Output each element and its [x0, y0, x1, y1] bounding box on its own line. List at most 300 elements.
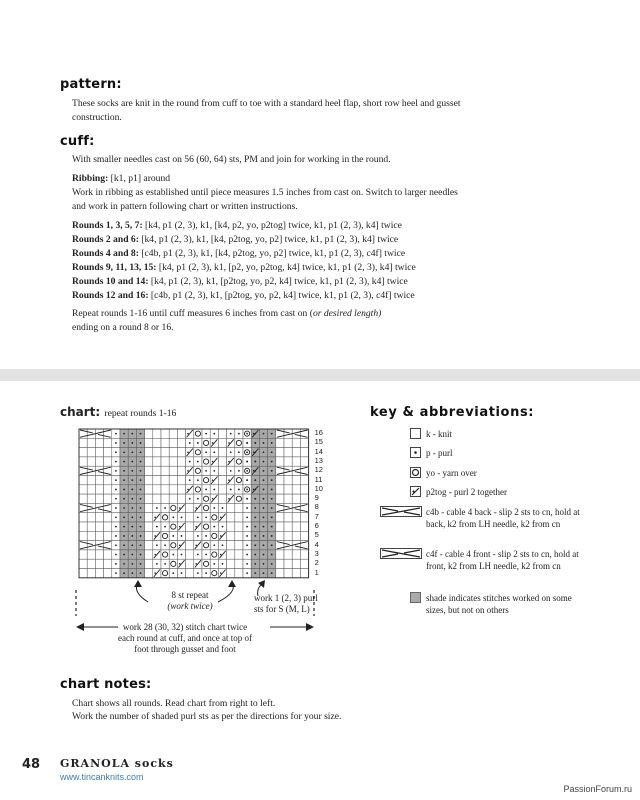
purl-dot [115, 442, 117, 444]
purl-dot [246, 535, 248, 537]
chart-cell [153, 429, 161, 438]
purl-dot [123, 535, 125, 537]
chart-cell [95, 485, 103, 494]
chart-cell [95, 448, 103, 457]
purl-dot [263, 516, 265, 518]
purl-dot [271, 526, 273, 528]
chart-cell [153, 494, 161, 503]
purl-dot [263, 461, 265, 463]
chart-cell [218, 476, 226, 485]
chart-cell [145, 550, 153, 559]
chart-cell [153, 476, 161, 485]
purl-dot [115, 563, 117, 565]
purl-dot [213, 544, 215, 546]
row-number: 13 [314, 455, 323, 465]
chart-cell [104, 531, 112, 540]
chart-cell [235, 531, 243, 540]
chart-cell [177, 448, 185, 457]
purl-dot [140, 470, 142, 472]
chart-cell [227, 559, 235, 568]
purl-sizes: sts for S (M, L) [254, 604, 310, 614]
purl-dot [197, 516, 199, 518]
chart-cell [276, 559, 284, 568]
purl-dot [140, 563, 142, 565]
chart-cell [145, 485, 153, 494]
purl-dot [230, 489, 232, 491]
purl-dot [213, 526, 215, 528]
purl-dot [263, 498, 265, 500]
chart-cell [95, 522, 103, 531]
chart-cell [104, 569, 112, 578]
row-number: 1 [314, 567, 319, 577]
chart-cell [79, 559, 87, 568]
purl-dot [254, 516, 256, 518]
purl-dot [131, 479, 133, 481]
purl-dot [131, 563, 133, 565]
chart-cell [284, 448, 292, 457]
row-number: 9 [314, 493, 319, 503]
chart-cell [218, 485, 226, 494]
chart-cell [169, 457, 177, 466]
chart-cell [145, 438, 153, 447]
purl-dot [172, 572, 174, 574]
chart-cell [276, 485, 284, 494]
purl-dot [246, 526, 248, 528]
purl-dot [123, 507, 125, 509]
purl-dot [271, 563, 273, 565]
chart-cell [145, 429, 153, 438]
purl-dot [115, 572, 117, 574]
chart-cell [300, 569, 308, 578]
chart-cell [235, 541, 243, 550]
repeat-line [72, 307, 472, 321]
chart-cell [227, 522, 235, 531]
key-label: c4b - cable 4 back - slip 2 sts to cn, hold at back, k2 from LH needle, k2 from cn [426, 507, 580, 529]
chart-cell [95, 438, 103, 447]
round-text: [c4b, p1 (2, 3), k1, [p2tog, yo, p2, k4] twice, k1, p1 (2, 3), c4f] twice [148, 290, 415, 301]
purl-dot [197, 554, 199, 556]
chart-cell [186, 541, 194, 550]
chart-cell [218, 448, 226, 457]
chart-cell [300, 522, 308, 531]
chart-cell [284, 559, 292, 568]
chart-cell [292, 522, 300, 531]
round-text: [k4, p1 (2, 3), k1, [k4, p2tog, yo, p2] twice, k1, p1 (2, 3), k4] twice [138, 234, 399, 245]
chart-cell [276, 494, 284, 503]
purl-dot [189, 498, 191, 500]
purl-dot [254, 563, 256, 565]
chart-cell [177, 494, 185, 503]
chart-cell [153, 457, 161, 466]
purl-dot [271, 554, 273, 556]
purl-dot [115, 554, 117, 556]
chart-cell [300, 513, 308, 522]
chart-cell [153, 485, 161, 494]
chart-cell [87, 559, 95, 568]
chart-cell [177, 476, 185, 485]
purl-dot [246, 433, 248, 435]
purl-dot [131, 498, 133, 500]
chart-cell [87, 513, 95, 522]
purl-dot [156, 544, 158, 546]
purl-dot [263, 572, 265, 574]
row-number: 14 [314, 446, 323, 456]
purl-dot [156, 507, 158, 509]
purl-dot [246, 489, 248, 491]
chart-cell [95, 513, 103, 522]
chart-cell [235, 522, 243, 531]
purl-dot [246, 516, 248, 518]
round-label: Rounds 12 and 16: [72, 290, 149, 301]
purl-dot [271, 516, 273, 518]
chart-cell [95, 476, 103, 485]
row-number: 15 [314, 437, 323, 447]
purl-dot [271, 442, 273, 444]
chart-cell [169, 485, 177, 494]
row-number: 7 [314, 511, 319, 521]
purl-dot [205, 433, 207, 435]
chart-cell [218, 494, 226, 503]
watermark: PassionForum.ru [563, 784, 632, 794]
repeat-annotation [150, 590, 230, 612]
chart-cell [145, 448, 153, 457]
chart-cell [300, 485, 308, 494]
key-label: yo - yarn over [426, 468, 477, 478]
chart-cell [104, 457, 112, 466]
notes-line-2: Work the number of shaded purl sts as per the directions for your size. [72, 711, 342, 722]
chart-cell [161, 448, 169, 457]
purl-dot [123, 554, 125, 556]
repeat-emphasis: or desired length) [312, 308, 382, 319]
chart-cell [227, 531, 235, 540]
cable-front-icon [380, 548, 422, 559]
chart-cell [227, 513, 235, 522]
purl-dot [238, 470, 240, 472]
repeat-note: (work twice) [167, 601, 213, 611]
chart-cell [95, 569, 103, 578]
chart-cell [104, 438, 112, 447]
chart-cell [104, 559, 112, 568]
purl-dot [238, 433, 240, 435]
chart-cell [300, 494, 308, 503]
chart-cell [87, 476, 95, 485]
purl-dot [205, 489, 207, 491]
chart-cell [177, 429, 185, 438]
purl-dot [189, 442, 191, 444]
chart-cell [145, 569, 153, 578]
purl-dot [230, 433, 232, 435]
purl-dot [213, 451, 215, 453]
chart-cell [87, 522, 95, 531]
chart-cell [87, 494, 95, 503]
purl-dot [263, 479, 265, 481]
chart-cell [87, 569, 95, 578]
chart-cell [104, 476, 112, 485]
round-line [72, 275, 492, 289]
chart-cell [218, 457, 226, 466]
chart-cell [292, 531, 300, 540]
ribbing-line [72, 172, 472, 186]
purl-dot [172, 554, 174, 556]
purl-dot [238, 489, 240, 491]
purl-dot [246, 498, 248, 500]
purl-dot [140, 507, 142, 509]
round-text: [k4, p1 (2, 3), k1, [p2, yo, p2tog, k4] twice, k1, p1 (2, 3), k4] twice [156, 262, 416, 273]
chart-cell [186, 522, 194, 531]
row-number: 6 [314, 521, 319, 530]
purl-dot [123, 526, 125, 528]
pattern-text: These socks are knit in the round from cuff to toe with a standard heel flap, short row heel and gusset construction. [72, 98, 461, 123]
chart-cell [145, 531, 153, 540]
purl-dot [172, 516, 174, 518]
chart-cell [95, 550, 103, 559]
purl-dot [115, 526, 117, 528]
purl-dot [263, 433, 265, 435]
purl-dot [123, 544, 125, 546]
chart-cell [169, 438, 177, 447]
purl-dot [213, 433, 215, 435]
purl-dot [164, 544, 166, 546]
purl-dot [254, 442, 256, 444]
purl-dot [263, 535, 265, 537]
chart-cell [292, 569, 300, 578]
chart-cell [145, 513, 153, 522]
chart-cell [177, 457, 185, 466]
round-text: [k4, p1 (2, 3), k1, [p2tog, yo, p2, k4] twice, k1, p1 (2, 3), k4] twice [148, 276, 408, 287]
chart-cell [218, 438, 226, 447]
purl-dot [131, 516, 133, 518]
ribbing-label: Ribbing: [72, 173, 109, 184]
key-label: shade indicates stitches worked on some sizes, but not on others [426, 593, 572, 615]
purl-dot [246, 572, 248, 574]
key-label: k - knit [426, 429, 452, 439]
purl-dot [254, 461, 256, 463]
purl-dot [246, 451, 248, 453]
row-number: 5 [314, 530, 319, 540]
chart-cell [276, 513, 284, 522]
chart-cell [104, 494, 112, 503]
purl-dot [123, 489, 125, 491]
chart-cell [300, 448, 308, 457]
purl-dot [205, 516, 207, 518]
purl-dot [197, 442, 199, 444]
chart-cell [284, 457, 292, 466]
purl-dot [140, 489, 142, 491]
purl-dot [164, 526, 166, 528]
purl-dot [205, 554, 207, 556]
round-line [72, 289, 492, 303]
purl-dot [140, 516, 142, 518]
row-number: 11 [314, 474, 323, 484]
chart-cell [169, 466, 177, 475]
chart-cell [276, 476, 284, 485]
chart-cell [300, 476, 308, 485]
purl-dot [246, 461, 248, 463]
key-label: c4f - cable 4 front - slip 2 sts to cn, hold at front, k2 from LH needle, k2 from cn [426, 549, 579, 571]
purl-dot [222, 544, 224, 546]
chart-cell [177, 485, 185, 494]
chart-cell [87, 457, 95, 466]
chart-cell [145, 494, 153, 503]
purl-dot [222, 563, 224, 565]
chart-cell [95, 559, 103, 568]
purl-dot [263, 544, 265, 546]
purl-dot [263, 526, 265, 528]
chart-cell [161, 438, 169, 447]
purl-dot [254, 544, 256, 546]
purl-dot [123, 563, 125, 565]
row-number: 10 [314, 483, 323, 493]
purl-dot [131, 554, 133, 556]
purl-dot [181, 516, 183, 518]
purl-dot [181, 554, 183, 556]
width-annotation [100, 622, 270, 655]
purl-dot [197, 535, 199, 537]
purl-dot [140, 535, 142, 537]
purl-dot [115, 470, 117, 472]
chart-cell [145, 457, 153, 466]
knitting-chart [78, 428, 338, 590]
ribbing-text: [k1, p1] around [108, 173, 171, 184]
chart-cell [104, 448, 112, 457]
chart-cell [227, 550, 235, 559]
chart-cell [292, 513, 300, 522]
chart-cell [186, 550, 194, 559]
chart-cell [186, 531, 194, 540]
chart-cell [284, 438, 292, 447]
purl-dot [140, 442, 142, 444]
purl-dot [263, 451, 265, 453]
purl-dot [263, 442, 265, 444]
chart-cell [186, 559, 194, 568]
chart-cell [292, 494, 300, 503]
purl-dot [263, 507, 265, 509]
row-number: 4 [314, 539, 319, 549]
purl-dot [115, 507, 117, 509]
purl-dot [172, 535, 174, 537]
purl-dot [123, 479, 125, 481]
cast-on-text: With smaller needles cast on 56 (60, 64) sts, PM and join for working in the round. [72, 154, 391, 165]
purl-dot [271, 498, 273, 500]
chart-cell [186, 569, 194, 578]
purl-dot [131, 489, 133, 491]
chart-cell [235, 550, 243, 559]
chart-title: chart: [60, 405, 101, 419]
purl-dot [263, 554, 265, 556]
chart-cell [284, 569, 292, 578]
purl-dot [271, 535, 273, 537]
purl-dot [246, 470, 248, 472]
row-number: 12 [314, 465, 323, 475]
chart-cell [177, 466, 185, 475]
chart-cell [161, 476, 169, 485]
purl-dot [254, 572, 256, 574]
purl-dot [131, 461, 133, 463]
chart-cell [79, 448, 87, 457]
chart-subtitle: repeat rounds 1-16 [104, 408, 177, 419]
purl-dot [197, 572, 199, 574]
key-label: p - purl [426, 448, 453, 458]
chart-cell [284, 494, 292, 503]
p2tog-icon [410, 486, 421, 497]
chart-cell [161, 485, 169, 494]
purl-dot [156, 526, 158, 528]
chart-cell [79, 569, 87, 578]
chart-cell [161, 466, 169, 475]
chart-cell [276, 448, 284, 457]
pattern-heading: pattern: [60, 77, 122, 92]
chart-cell [169, 494, 177, 503]
purl-dot [115, 516, 117, 518]
purl-dot [189, 479, 191, 481]
chart-cell [169, 429, 177, 438]
chart-cell [145, 559, 153, 568]
purl-dot [222, 507, 224, 509]
purl-dot [131, 451, 133, 453]
chart-cell [145, 503, 153, 512]
purl-dot [271, 433, 273, 435]
chart-cell [177, 438, 185, 447]
chart-notes-heading: chart notes: [60, 677, 152, 692]
chart-cell [227, 503, 235, 512]
chart-cell [79, 438, 87, 447]
chart-cell [95, 494, 103, 503]
chart-cell [87, 531, 95, 540]
purl-dot [181, 572, 183, 574]
chart-cell [292, 550, 300, 559]
chart-cell [276, 531, 284, 540]
chart-cell [79, 522, 87, 531]
chart-cell [292, 438, 300, 447]
purl-dot [246, 563, 248, 565]
chart-cell [276, 550, 284, 559]
width-label-1: work 28 (30, 32) stitch chart twice [122, 622, 248, 632]
purl-dot [254, 554, 256, 556]
chart-cell [300, 559, 308, 568]
chart-cell [161, 457, 169, 466]
round-label: Rounds 4 and 8: [72, 248, 139, 259]
footer-url[interactable]: www.tincanknits.com [60, 772, 144, 782]
purl-dot [271, 489, 273, 491]
round-label: Rounds 1, 3, 5, 7: [72, 220, 143, 231]
chart-cell [145, 466, 153, 475]
chart-cell [104, 522, 112, 531]
width-label-3: foot through gusset and foot [134, 644, 236, 654]
rounds-list [72, 219, 492, 303]
repeat-text: Repeat rounds 1-16 until cuff measures 6 inches from cast on ( [72, 308, 313, 319]
chart-cell [87, 485, 95, 494]
purl-dot [115, 544, 117, 546]
purl-dot [205, 451, 207, 453]
purl-label: work 1 (2, 3) purl [254, 593, 318, 603]
chart-cell [79, 485, 87, 494]
chart-cell [227, 541, 235, 550]
chart-cell [153, 448, 161, 457]
chart-cell [235, 559, 243, 568]
chart-cell [292, 457, 300, 466]
purl-dot [115, 433, 117, 435]
round-label: Rounds 2 and 6: [72, 234, 139, 245]
purl-dot [246, 507, 248, 509]
chart-cell [169, 476, 177, 485]
purl-dot [246, 442, 248, 444]
purl-dot [131, 572, 133, 574]
purl-dot [254, 535, 256, 537]
work-ribbing-text: Work in ribbing as established until piece measures 1.5 inches from cast on. Switch to larger needles and work in pattern following chart or written instructions. [72, 187, 458, 212]
key-label: p2tog - purl 2 together [426, 487, 507, 497]
purl-dot [213, 507, 215, 509]
purl-dot [271, 479, 273, 481]
